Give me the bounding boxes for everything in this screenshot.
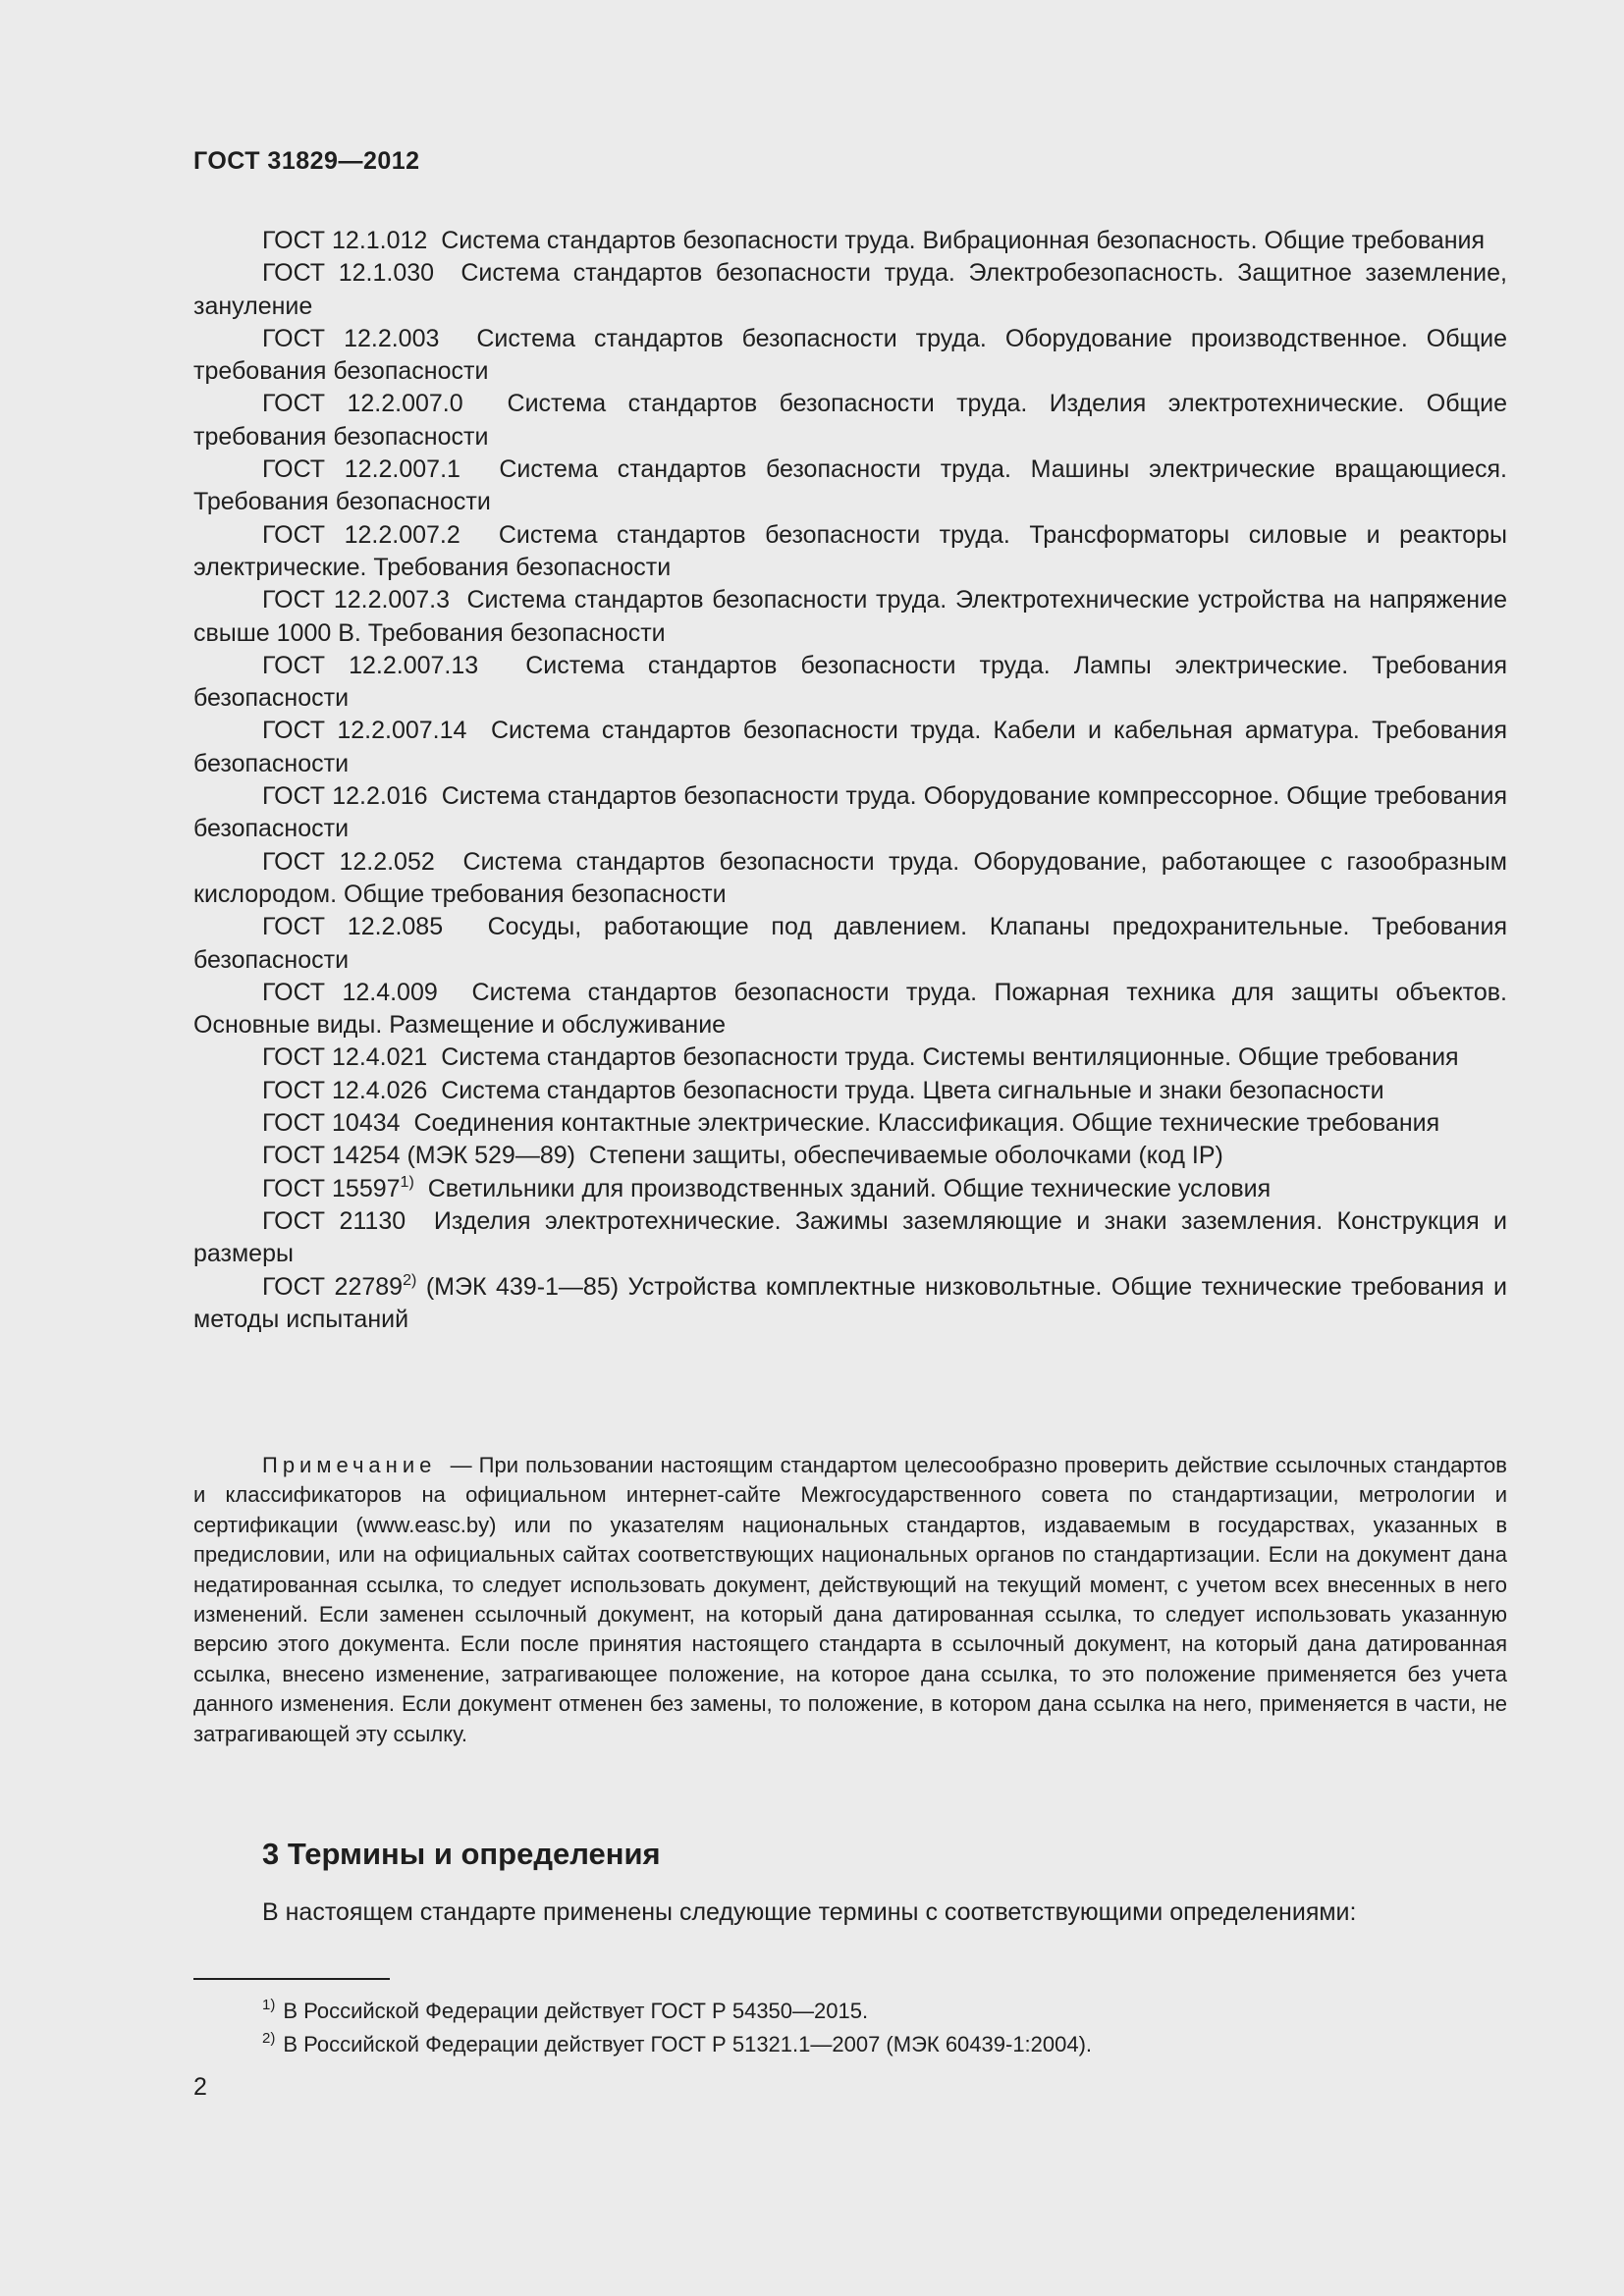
reference-title: Система стандартов безопасности труда. Электротехнические устройства на напряжение свыше 1000 В. Требования безопасности [193,586,1507,647]
reference-title: (МЭК 439-1—85) Устройства комплектные низковольтные. Общие технические требования и методы испытаний [193,1272,1508,1333]
reference-item [193,323,1507,389]
reference-title: Система стандартов безопасности труда. Машины электрические вращающиеся. Требования безопасности [193,455,1507,516]
footnote-mark: 2) [262,2030,276,2047]
reference-item [193,650,1507,716]
reference-item [193,454,1507,519]
reference-title: Система стандартов безопасности труда. Кабели и кабельная арматура. Требования безопасности [193,717,1507,777]
reference-code: ГОСТ 12.2.007.0 [262,390,463,418]
reference-item [193,1205,1507,1271]
reference-code: ГОСТ 12.4.009 [262,978,438,1006]
reference-title: Степени защиты, обеспечиваемые оболочками (код IP) [588,1142,1223,1170]
reference-code: ГОСТ 12.4.026 [262,1076,428,1104]
reference-code: ГОСТ 14254 (МЭК 529—89) [262,1142,575,1170]
footnote-mark: 1) [262,1997,276,2013]
reference-code: ГОСТ 12.2.007.1 [262,455,460,484]
reference-title: Изделия электротехнические. Зажимы заземляющие и знаки заземления. Конструкция и размеры [193,1206,1507,1268]
reference-item [193,1173,1507,1205]
reference-code: ГОСТ 15597 [262,1174,401,1202]
page-number: 2 [193,2073,207,2101]
reference-item [193,780,1507,846]
reference-item [193,1041,1507,1074]
footnotes [262,1995,1092,2061]
footnote-text: В Российской Федерации действует ГОСТ Р 54350—2015. [283,1999,869,2023]
footnote-marker: 1) [400,1173,414,1191]
reference-title: Система стандартов безопасности труда. Оборудование, работающее с газообразным кислородом. Общие требования безопасности [193,847,1507,908]
footnote-item [262,2028,1092,2061]
footnote-text: В Российской Федерации действует ГОСТ Р 51321.1—2007 (МЭК 60439-1:2004). [283,2032,1093,2056]
normative-references-list [193,225,1507,1336]
reference-title: Сосуды, работающие под давлением. Клапаны предохранительные. Требования безопасности [193,913,1507,974]
reference-code: ГОСТ 12.2.052 [262,847,435,876]
reference-code: ГОСТ 12.1.012 [262,227,428,254]
reference-title: Система стандартов безопасности труда. Лампы электрические. Требования безопасности [193,651,1507,713]
reference-code: ГОСТ 21130 [262,1206,406,1235]
reference-item [193,225,1507,257]
reference-code: ГОСТ 22789 [262,1272,404,1301]
reference-title: Светильники для производственных зданий. Общие технические условия [427,1174,1272,1202]
reference-title: Система стандартов безопасности труда. Оборудование производственное. Общие требования безопасности [193,324,1507,386]
section-intro: В настоящем стандарте применены следующие термины с соответствующими определениями: [262,1898,1357,1926]
reference-item [193,1140,1507,1172]
note-label: Примечание [262,1453,437,1477]
footnote-marker: 2) [403,1271,417,1289]
reference-code: ГОСТ 12.1.030 [262,259,435,288]
reference-item [193,584,1507,650]
reference-title: Система стандартов безопасности труда. Пожарная техника для защиты объектов. Основные виды. Размещение и обслуживание [193,978,1507,1040]
footnote-item [262,1995,1092,2028]
reference-title: Система стандартов безопасности труда. Трансформаторы силовые и реакторы электрические. Требования безопасности [193,520,1508,581]
reference-title: Система стандартов безопасности труда. Системы вентиляционные. Общие требования [441,1043,1459,1072]
footnote-separator [193,1978,390,1980]
reference-code: ГОСТ 12.2.007.14 [262,717,467,745]
reference-item [193,1075,1507,1107]
reference-title: Соединения контактные электрические. Классификация. Общие технические требования [413,1109,1440,1138]
reference-code: ГОСТ 12.2.085 [262,913,444,941]
reference-item [193,977,1507,1042]
reference-code: ГОСТ 12.2.007.3 [262,586,450,614]
reference-title: Система стандартов безопасности труда. Электробезопасность. Защитное заземление, зануление [193,259,1507,320]
reference-item [193,911,1507,977]
reference-title: Система стандартов безопасности труда. Оборудование компрессорное. Общие требования безопасности [193,782,1507,843]
reference-code: ГОСТ 12.2.016 [262,782,428,811]
reference-code: ГОСТ 12.2.003 [262,324,440,352]
reference-title: Система стандартов безопасности труда. Вибрационная безопасность. Общие требования [441,227,1486,254]
reference-title: Система стандартов безопасности труда. Изделия электротехнические. Общие требования безопасности [193,390,1507,451]
note-paragraph [193,1451,1507,1749]
reference-item [193,1107,1507,1140]
reference-code: ГОСТ 12.2.007.2 [262,520,460,549]
section-title: 3 Термины и определения [262,1837,661,1871]
note-text: — При пользовании настоящим стандартом целесообразно проверить действие ссылочных стандартов и классификаторов на официальном интернет-сайте Межгосударственного совета по стандартизации, метрологии и сертификации (www.easc.by) или по указателям национальных стандартов, издаваемым в государствах, указанных в предисловии, или на официальных сайтах соответствующих национальных органов по стандартизации. Если на документ дана недатированная ссылка, то следует использовать документ, действующий на текущий момент, с учетом всех внесенных в него изменений. Если заменен ссылочный документ, на который дана датированная ссылка, то следует использовать указанную версию этого документа. Если после принятия настоящего стандарта в ссылочный документ, на который дана датированная ссылка, внесено изменение, затрагивающее положение, на которое дана ссылка, то это положение применяется без учета данного изменения. Если документ отменен без замены, то положение, в котором дана ссылка на него, применяется в части, не затрагивающей эту ссылку. [193,1453,1507,1746]
reference-item [193,715,1507,780]
page-header: ГОСТ 31829—2012 [193,147,420,175]
reference-item [193,846,1507,912]
reference-item [193,388,1507,454]
reference-code: ГОСТ 12.4.021 [262,1043,428,1072]
reference-item [193,257,1507,323]
reference-code: ГОСТ 10434 [262,1109,401,1138]
reference-code: ГОСТ 12.2.007.13 [262,651,479,679]
reference-title: Система стандартов безопасности труда. Цвета сигнальные и знаки безопасности [441,1076,1384,1104]
reference-item [193,519,1507,585]
reference-item [193,1271,1507,1337]
